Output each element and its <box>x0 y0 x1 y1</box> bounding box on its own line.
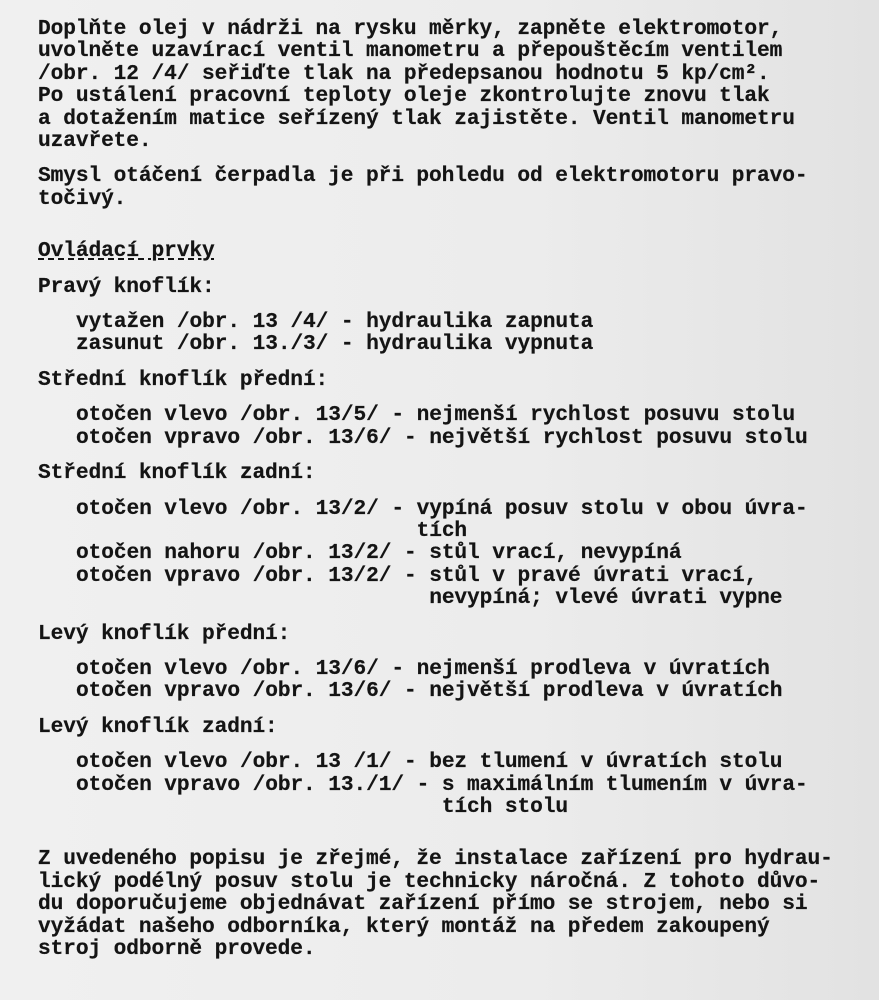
section-title: Střední knoflík přední: <box>38 367 329 392</box>
item-line: otočen vlevo /obr. 13 /1/ - bez tlumení v úvratích stolu <box>76 750 783 775</box>
text-line: a dotažením matice seřízený tlak zajistěte. Ventil manometru <box>38 106 795 131</box>
item-line: otočen vlevo /obr. 13/5/ - nejmenší rychlost posuvu stolu <box>76 403 796 428</box>
intro-paragraph <box>38 18 868 152</box>
item-line: otočen vlevo /obr. 13/2/ - vypíná posuv stolu v obou úvra- <box>76 496 808 521</box>
section-middle-front-knob <box>38 369 868 449</box>
section-title: Levý knoflík zadní: <box>38 714 278 739</box>
item-line: nevypíná; vlevé úvrati vypne <box>76 586 783 611</box>
section-left-front-knob <box>38 623 868 703</box>
text-line: du doporučujeme objednávat zařízení přímo se strojem, nebo si <box>38 892 808 917</box>
item-line: tích <box>76 518 468 543</box>
rotation-paragraph <box>38 165 868 210</box>
text-line: Doplňte olej v nádrži na rysku měrky, zapněte elektromotor, <box>38 17 783 41</box>
item-line: otočen vlevo /obr. 13/6/ - nejmenší prodleva v úvratích <box>76 656 770 681</box>
text-line: uvolněte uzavírací ventil manometru a přepouštěcím ventilem <box>38 39 783 64</box>
item-line: otočen vpravo /obr. 13/2/ - stůl v pravé úvrati vrací, <box>76 563 758 588</box>
conclusion-paragraph <box>38 848 868 960</box>
text-line: /obr. 12 /4/ seřiďte tlak na předepsanou hodnotu 5 kp/cm². <box>38 61 770 86</box>
section-heading: Ovládací prvky <box>38 239 215 264</box>
item-line: otočen vpravo /obr. 13./1/ - s maximálním tlumením v úvra- <box>76 772 808 797</box>
text-line: stroj odborně provede. <box>38 937 316 961</box>
text-line: uzavřete. <box>38 129 152 154</box>
text-line: Po ustálení pracovní teploty oleje zkontrolujte znovu tlak <box>38 84 770 109</box>
item-line: zasunut /obr. 13./3/ - hydraulika vypnuta <box>76 332 594 357</box>
text-line: Smysl otáčení čerpadla je při pohledu od elektromotoru pravo- <box>38 164 808 189</box>
item-line: vytažen /obr. 13 /4/ - hydraulika zapnuta <box>76 310 594 335</box>
text-line: točivý. <box>38 186 127 211</box>
item-line: otočen nahoru /obr. 13/2/ - stůl vrací, nevypíná <box>76 541 682 566</box>
document-page <box>38 18 868 960</box>
text-line: Z uvedeného popisu je zřejmé, že instalace zařízení pro hydrau- <box>38 847 833 872</box>
item-line: otočen vpravo /obr. 13/6/ - největší rychlost posuvu stolu <box>76 425 808 450</box>
item-line: otočen vpravo /obr. 13/6/ - největší prodleva v úvratích <box>76 679 783 704</box>
section-middle-rear-knob <box>38 462 868 609</box>
item-line: tích stolu <box>76 794 568 819</box>
section-left-rear-knob <box>38 716 868 819</box>
section-title: Střední knoflík zadní: <box>38 461 316 486</box>
section-right-knob <box>38 276 868 356</box>
section-title: Pravý knoflík: <box>38 274 215 299</box>
text-line: vyžádat našeho odborníka, který montáž na předem zakoupený <box>38 914 770 939</box>
text-line: lický podélný posuv stolu je technicky náročná. Z tohoto důvo- <box>38 869 821 894</box>
section-title: Levý knoflík přední: <box>38 621 291 646</box>
